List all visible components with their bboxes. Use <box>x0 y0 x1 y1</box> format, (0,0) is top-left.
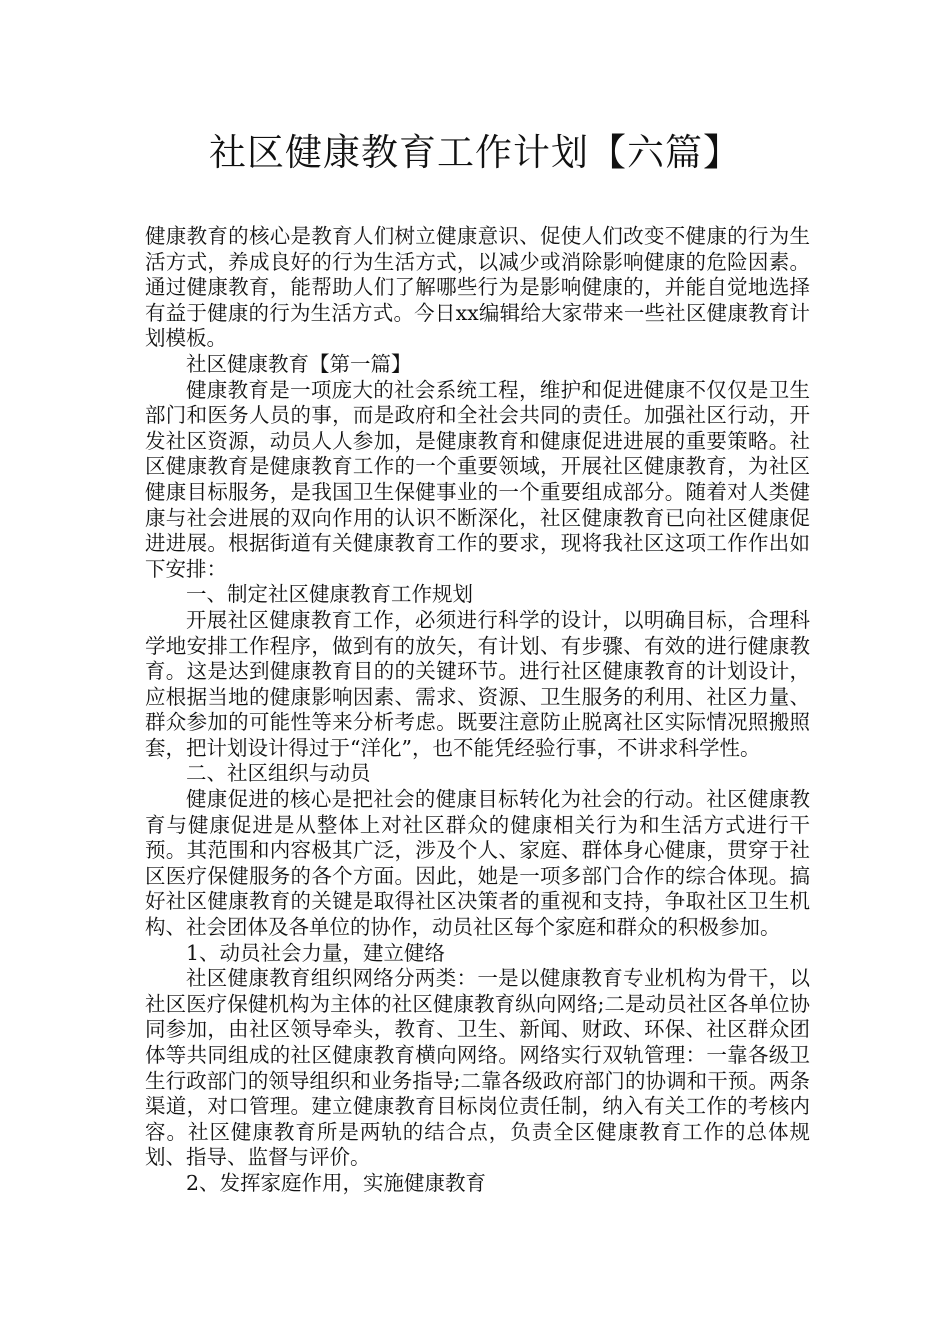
section-heading-2: 二、社区组织与动员 <box>186 761 371 786</box>
document-title: 社区健康教育工作计划【六篇】 <box>209 131 741 174</box>
body-paragraph: 开展社区健康教育工作，必须进行科学的设计，以明确目标，合理科学地安排工作程序，做到有的放矢，有计划、有步骤、有效的进行健康教育。这是达到健康教育目的的关键环节。进行社区健康教育的计划设计，应根据当地的健康影响因素、需求、资源、卫生服务的利用、社区力量、群众参加的可能性等来分析考虑。既要注意防止脱离社区实际情况照搬照套，把计划设计得过于“洋化”，也不能凭经验行事，不讲求科学性。 <box>145 607 810 760</box>
body-paragraph: 健康教育是一项庞大的社会系统工程，维护和促进健康不仅仅是卫生部门和医务人员的事，而是政府和全社会共同的责任。加强社区行动，开发社区资源，动员人人参加，是健康教育和健康促进进展的重要策略。社区健康教育是健康教育工作的一个重要领域，开展社区健康教育，为社区健康目标服务，是我国卫生保健事业的一个重要组成部分。随着对人类健康与社会进展的双向作用的认识不断深化，社区健康教育已向社区健康促进进展。根据街道有关健康教育工作的要求，现将我社区这项工作作出如下安排： <box>145 377 810 581</box>
body-paragraph: 社区健康教育组织网络分两类：一是以健康教育专业机构为骨干，以社区医疗保健机构为主体的社区健康教育纵向网络;二是动员社区各单位协同参加，由社区领导牵头，教育、卫生、新闻、财政、环保、社区群众团体等共同组成的社区健康教育横向网络。网络实行双轨管理：一靠各级卫生行政部门的领导组织和业务指导;二靠各级政府部门的协调和干预。两条渠道，对口管理。建立健康教育目标岗位责任制，纳入有关工作的考核内容。社区健康教育所是两轨的结合点，负责全区健康教育工作的总体规划、指导、监督与评价。 <box>145 966 810 1170</box>
subsection-heading-1: 1、动员社会力量，建立健络 <box>186 940 446 965</box>
document-body <box>145 224 810 1197</box>
subsection-heading-2: 2、发挥家庭作用，实施健康教育 <box>186 1170 487 1195</box>
section-heading-1: 一、制定社区健康教育工作规划 <box>186 582 473 607</box>
intro-paragraph: 健康教育的核心是教育人们树立健康意识、促使人们改变不健康的行为生活方式，养成良好的行为生活方式，以减少或消除影响健康的危险因素。通过健康教育，能帮助人们了解哪些行为是影响健康的，并能自觉地选择有益于健康的行为生活方式。今日xx编辑给大家带来一些社区健康教育计划模板。 <box>145 224 810 351</box>
section-heading-first-article: 社区健康教育【第一篇】 <box>186 351 412 376</box>
body-paragraph: 健康促进的核心是把社会的健康目标转化为社会的行动。社区健康教育与健康促进是从整体上对社区群众的健康相关行为和生活方式进行干预。其范围和内容极其广泛，涉及个人、家庭、群体身心健康，贯穿于社区医疗保健服务的各个方面。因此，她是一项多部门合作的综合体现。搞好社区健康教育的关键是取得社区决策者的重视和支持，争取社区卫生机构、社会团体及各单位的协作，动员社区每个家庭和群众的积极参加。 <box>145 787 810 940</box>
